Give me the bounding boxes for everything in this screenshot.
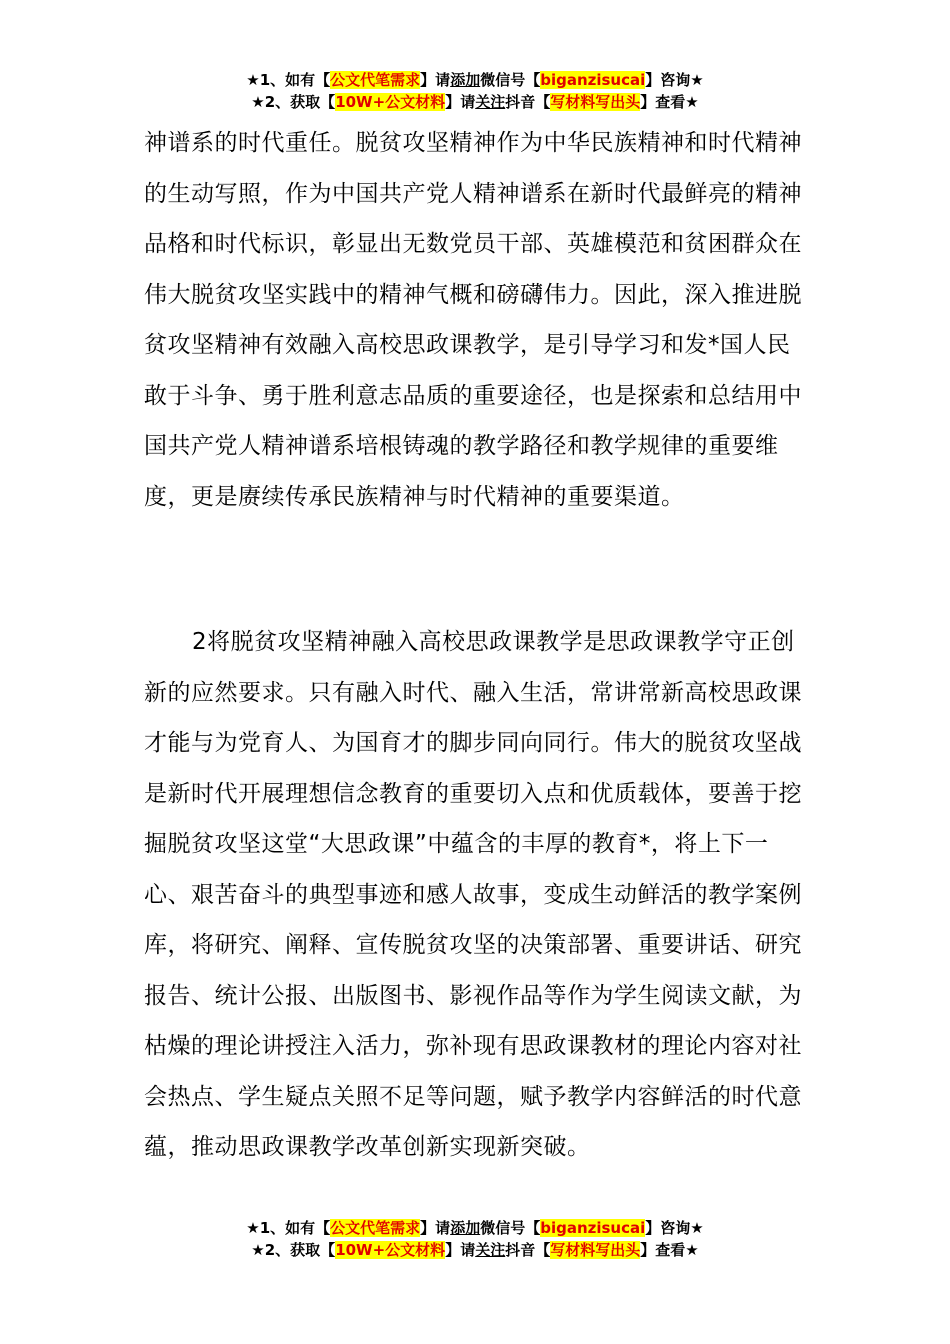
highlight-wechat-id: biganzisucai (540, 1219, 646, 1237)
body-paragraph-1: 神谱系的时代重任。脱贫攻坚精神作为中华民族精神和时代精神的生动写照，作为中国共产党人精神谱系在新时代最鲜亮的精神品格和时代标识，彰显出无数党员干部、英雄模范和贫困群众在伟大脱贫攻坚实践中的精神气概和磅礴伟力。因此，深入推进脱贫攻坚精神有效融入高校思政课教学，是引导学习和发*国人民敢于斗争、勇于胜利意志品质的重要途径，也是探索和总结用中国共产党人精神谱系培根铸魂的教学路径和教学规律的重要维度，更是赓续传承民族精神与时代精神的重要渠道。 (144, 130, 802, 510)
banner-line-1: ★1、如有【公文代笔需求】请添加微信号【biganzisucai】咨询★ (246, 71, 704, 89)
highlight-douyin-account: 写材料写出头 (550, 1241, 641, 1259)
banner-line-2: ★2、获取【10W+公文材料】请关注抖音【写材料写出头】查看★ (251, 1241, 699, 1259)
footer-banner (0, 1217, 950, 1261)
highlight-materials: 10W+公文材料 (335, 1241, 446, 1259)
highlight-materials: 10W+公文材料 (335, 93, 446, 111)
highlight-douyin-account: 写材料写出头 (550, 93, 641, 111)
banner-line-1: ★1、如有【公文代笔需求】请添加微信号【biganzisucai】咨询★ (246, 1219, 704, 1237)
highlight-ghostwriting: 公文代笔需求 (330, 1219, 421, 1237)
highlight-wechat-id: biganzisucai (540, 71, 646, 89)
highlight-ghostwriting: 公文代笔需求 (330, 71, 421, 89)
body-paragraph-2: 2将脱贫攻坚精神融入高校思政课教学是思政课教学守正创新的应然要求。只有融入时代、融入生活，常讲常新高校思政课才能与为党育人、为国育才的脚步同向同行。伟大的脱贫攻坚战是新时代开展理想信念教育的重要切入点和优质载体，要善于挖掘脱贫攻坚这堂“大思政课”中蕴含的丰厚的教育*，将上下一心、艰苦奋斗的典型事迹和感人故事，变成生动鲜活的教学案例库，将研究、阐释、宣传脱贫攻坚的决策部署、重要讲话、研究报告、统计公报、出版图书、影视作品等作为学生阅读文献，为枯燥的理论讲授注入活力，弥补现有思政课教材的理论内容对社会热点、学生疑点关照不足等问题，赋予教学内容鲜活的时代意蕴，推动思政课教学改革创新实现新突破。 (144, 629, 802, 1160)
header-banner (0, 69, 950, 113)
banner-line-2: ★2、获取【10W+公文材料】请关注抖音【写材料写出头】查看★ (251, 93, 699, 111)
